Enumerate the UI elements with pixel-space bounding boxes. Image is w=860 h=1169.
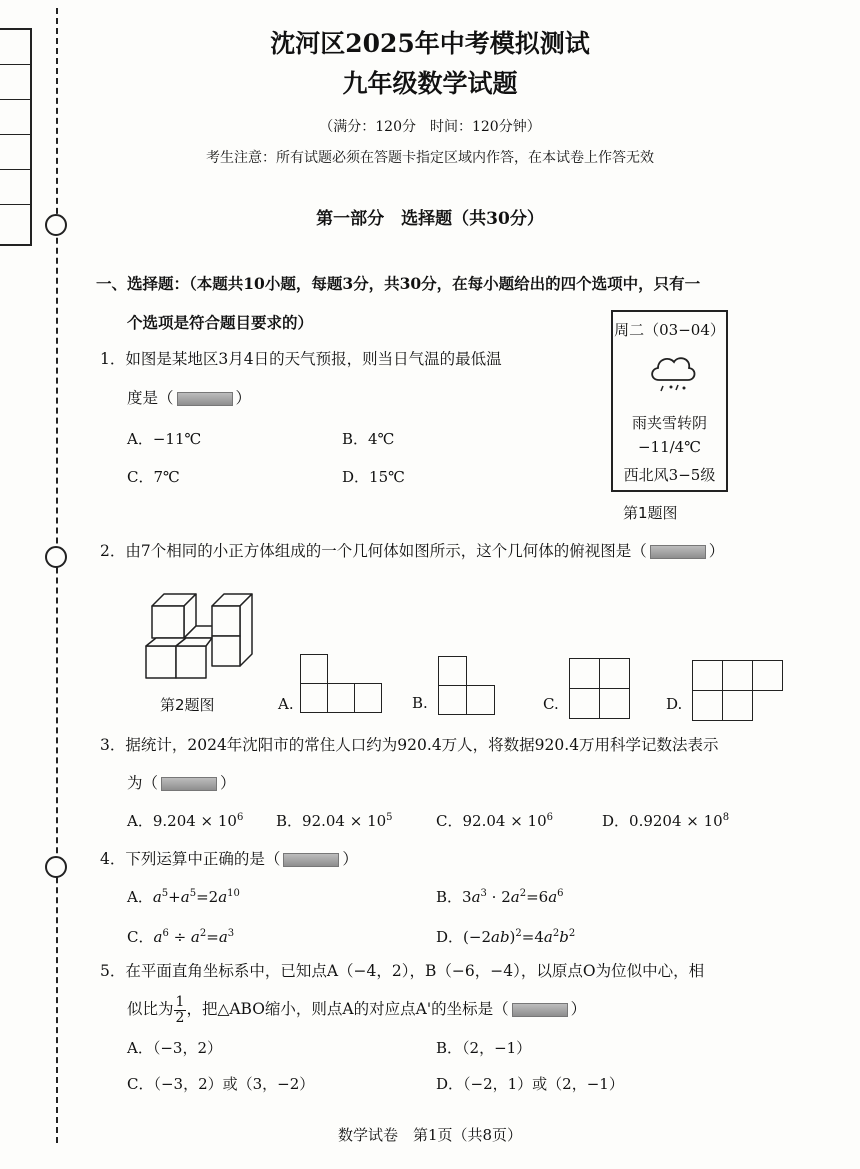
figure1-caption: 第1题图	[623, 504, 678, 522]
q2-option-d-label: D.	[666, 695, 683, 713]
q5-line1: 5．在平面直角坐标系中，已知点A（−4，2），B（−6，−4），以原点O为位似中心，相	[100, 962, 705, 980]
binding-hole-2	[45, 546, 67, 568]
answer-blank	[512, 1003, 568, 1017]
q1-option-c: C．7℃	[127, 468, 180, 486]
answer-blank	[161, 777, 217, 791]
weather-date: 周二（03−04）	[614, 321, 725, 339]
q3-option-c: C．$92.04 \times 10^6$	[436, 812, 553, 830]
binding-hole-3	[45, 856, 67, 878]
fraction-one-half: $\frac{1}{2}$	[175, 993, 185, 1026]
weather-condition: 雨夹雪转阴	[631, 414, 707, 432]
q2-option-c-figure	[569, 658, 631, 720]
answer-blank	[177, 392, 233, 406]
q1-line2: 度是（ ）	[127, 389, 252, 407]
q3-line2: 为（ ）	[127, 774, 236, 792]
q2-option-a-figure	[300, 654, 384, 714]
q4-line: 4．下列运算中正确的是（ ）	[100, 850, 358, 868]
q3-option-a: A．$9.204 \times 10^6$	[127, 812, 244, 830]
q3-line1: 3．据统计，2024年沈阳市的常住人口约为920.4万人，将数据920.4万用科学记数法表示	[100, 736, 719, 754]
cube-solid-figure	[140, 592, 258, 684]
q4-option-d: D．$(-2ab)^2=4a^2b^2$	[436, 928, 576, 946]
answer-blank	[283, 853, 339, 867]
q2-option-b-label: B.	[412, 694, 428, 712]
q5-option-c: C．（−3，2）或（3，−2）	[127, 1075, 315, 1093]
binding-dashed-line	[56, 8, 58, 1143]
q4-option-a: A．$a^5+a^5=2a^{10}$	[127, 888, 240, 906]
exam-title: 沈河区2025年中考模拟测试	[270, 29, 590, 58]
q4-option-b: B．$3a^3 \cdot 2a^2=6a^6$	[436, 888, 564, 906]
q2-option-a-label: A.	[278, 695, 294, 713]
q5-option-a: A．（−3，2）	[127, 1039, 222, 1057]
q1-option-a: A．−11℃	[127, 430, 202, 448]
figure2-caption: 第2题图	[160, 696, 215, 714]
q4-option-c: C．$a^6 \div a^2=a^3$	[127, 928, 235, 946]
q5-option-b: B．（2，−1）	[436, 1039, 532, 1057]
section-heading-line2: 个选项是符合题目要求的）	[127, 313, 314, 332]
q2-option-d-figure	[692, 660, 784, 722]
answer-blank	[650, 545, 706, 559]
exam-subtitle: 九年级数学试题	[342, 69, 518, 98]
q2-option-b-figure	[438, 656, 498, 716]
part-title: 第一部分 选择题（共30分）	[316, 209, 544, 229]
q1-option-b: B．4℃	[342, 430, 395, 448]
section-heading-line1: 一、选择题：（本题共10小题，每题3分，共30分，在每小题给出的四个选项中，只有一	[96, 274, 701, 293]
q1-line1: 1．如图是某地区3月4日的天气预报，则当日气温的最低温	[100, 350, 502, 368]
weather-forecast-card	[611, 310, 728, 492]
rain-snow-cloud-icon	[647, 350, 699, 396]
q2-line: 2．由7个相同的小正方体组成的一个几何体如图所示，这个几何体的俯视图是（ ）	[100, 542, 725, 560]
q3-option-b: B．$92.04 \times 10^5$	[276, 812, 393, 830]
page-footer: 数学试卷 第1页（共8页）	[337, 1126, 523, 1144]
q5-line2: 似比为 $\frac{1}{2}$ ，把△ABO缩小，则点A的对应点A'的坐标是（ ）	[127, 993, 587, 1026]
q5-option-d: D．（−2，1）或（2，−1）	[436, 1075, 624, 1093]
score-time: （满分：120分 时间：120分钟）	[319, 119, 541, 135]
q3-option-d: D．$0.9204 \times 10^8$	[602, 812, 730, 830]
exam-notice: 考生注意：所有试题必须在答题卡指定区域内作答，在本试卷上作答无效	[206, 150, 654, 166]
weather-temperature: −11/4℃	[637, 438, 702, 456]
q2-option-c-label: C.	[543, 695, 559, 713]
q1-option-d: D．15℃	[342, 468, 405, 486]
weather-wind: 西北风3−5级	[623, 466, 716, 484]
